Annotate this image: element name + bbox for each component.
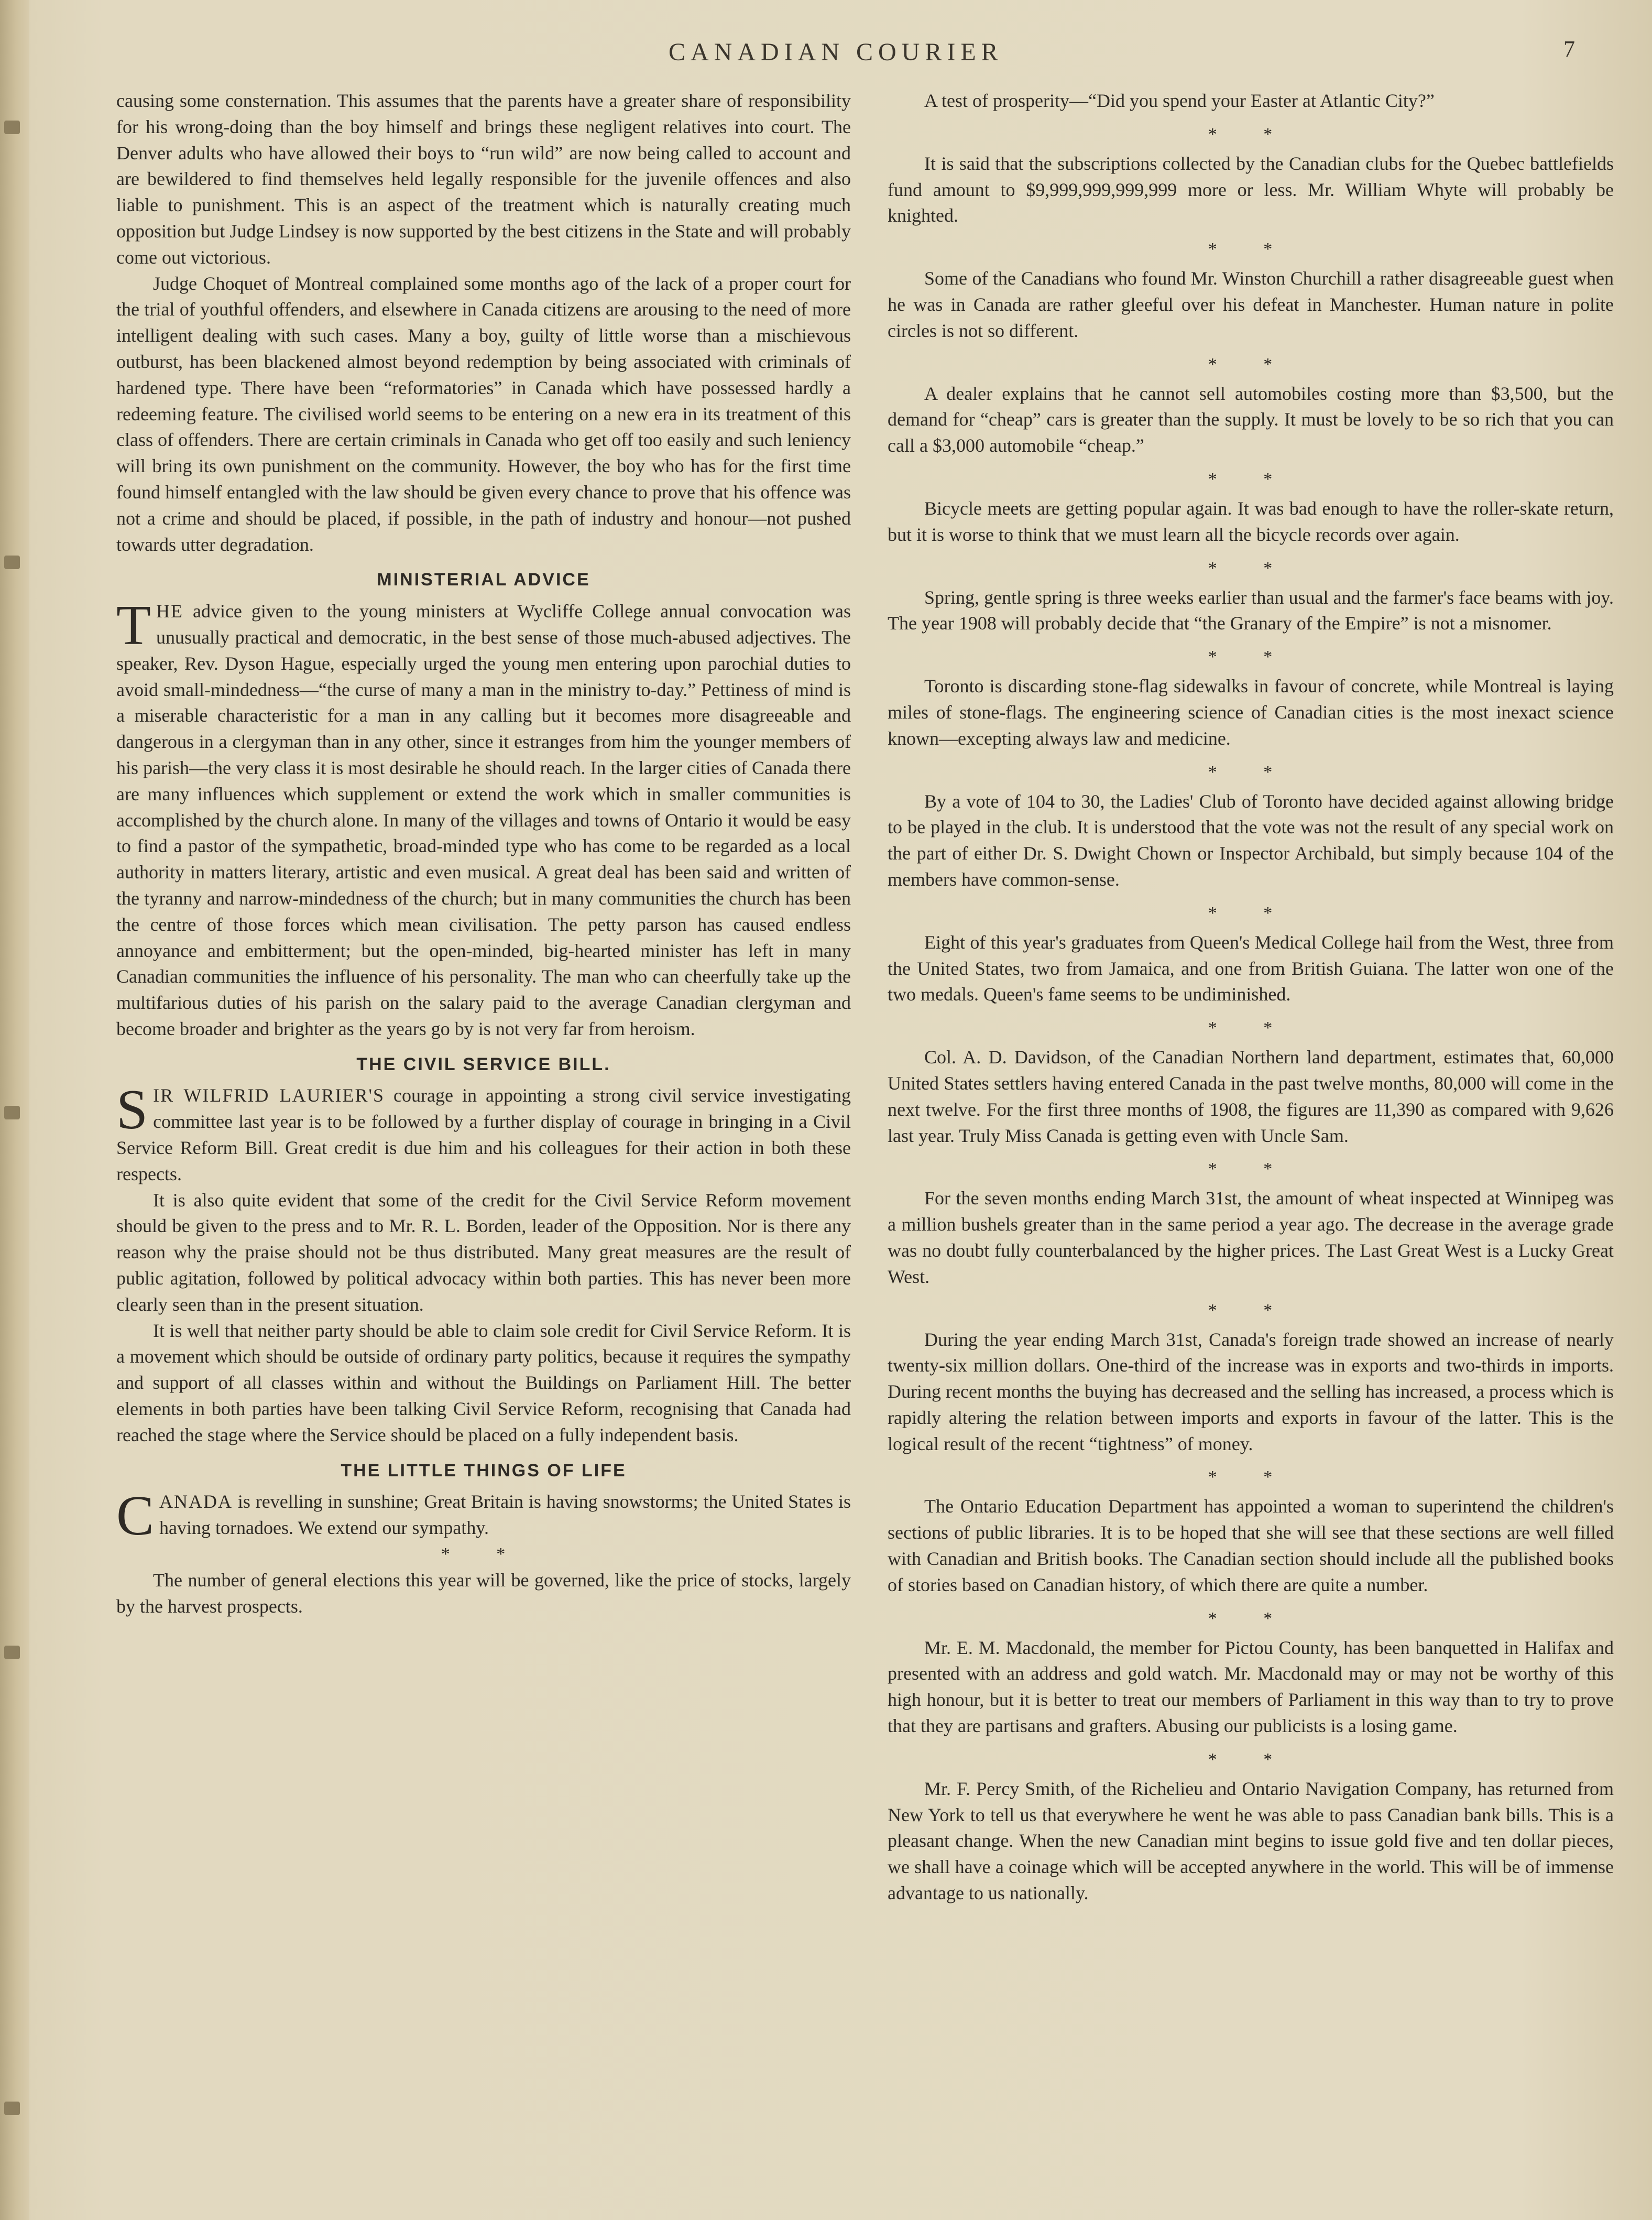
separator-stars: * *: [1208, 903, 1294, 923]
news-item: During the year ending March 31st, Canada's foreign trade showed an increase of nearly twenty-six million dollars. One-third of the increase was in exports and two-thirds in imports. During recent months the buying has decreased and the selling has increased, a process which is rapidly altering the relation between imports and exports in favour of the latter. This is the logical result of the recent “tightness” of money.: [888, 1329, 1614, 1454]
news-item: A dealer explains that he cannot sell automobiles costing more than $3,500, but the demand for “cheap” cars is greater than the supply. It must be lovely to be so rich that you can call a $3,000 automobile “cheap.”: [888, 383, 1614, 456]
section-heading-ministerial: MINISTERIAL ADVICE: [377, 570, 590, 590]
page-header: [0, 38, 1652, 69]
drop-cap: S: [116, 1079, 148, 1141]
separator-stars: * *: [1208, 1467, 1294, 1487]
separator-stars: * *: [1208, 762, 1294, 782]
news-item: Col. A. D. Davidson, of the Canadian Northern land department, estimates that, 60,000 United States settlers having entered Canada in the past twelve months, 80,000 will come in the next twelve. For the first three months of 1908, the figures are 11,390 as compared with 9,626 last year. Truly Miss Canada is getting even with Uncle Sam.: [888, 1047, 1614, 1146]
binding-tab: [4, 556, 20, 569]
binding-tab: [4, 2102, 20, 2115]
binding-tab: [4, 1646, 20, 1659]
article-paragraph: It is well that neither party should be able to claim sole credit for Civil Service Reform. It is a movement which should be outside of ordinary party politics, because it requires the sympathy and support of all classes within and without the Buildings on Parliament Hill. The better elements in both parties have been talking Civil Service Reform, recognising that Canada had reached the stage where the Service should be placed on a fully independent basis.: [116, 1320, 851, 1445]
separator-stars: * *: [1208, 1608, 1294, 1628]
article-paragraph: It is also quite evident that some of the credit for the Civil Service Reform movement should be given to the press and to Mr. R. L. Borden, leader of the Opposition. Nor is there any reason why the praise should not be thus distributed. Many great measures are the result of public agitation, followed by political advocacy within both parties. This has never been more clearly seen than in the present situation.: [116, 1189, 851, 1315]
news-item: Some of the Canadians who found Mr. Winston Churchill a rather disagreeable guest when he was in Canada are rather gleeful over his defeat in Manchester. Human nature in polite circles is not so different.: [888, 268, 1614, 341]
separator-stars: * *: [1208, 1018, 1294, 1038]
separator-stars: * *: [1208, 1159, 1294, 1179]
section-heading-little-things: THE LITTLE THINGS OF LIFE: [341, 1460, 627, 1481]
drop-cap: C: [116, 1485, 155, 1548]
separator-stars: * *: [1208, 469, 1294, 489]
right-column: [888, 88, 1614, 1919]
paragraph-text: courage in appointing a strong civil service investigating committee last year is to be followed by a further display of courage in bringing in a Civil Service Reform Bill. Great credit is due him and his colleagues for their action in both these respects.: [116, 1085, 851, 1184]
separator-stars: * *: [1208, 240, 1294, 259]
separator-stars: * *: [1208, 647, 1294, 667]
separator-stars: * *: [1208, 354, 1294, 374]
separator-stars: * *: [1208, 1300, 1294, 1320]
paragraph-text: is revelling in sunshine; Great Britain is having snowstorms; the United States is having tornadoes. We extend our sympathy.: [159, 1491, 851, 1539]
separator-stars: * *: [1208, 124, 1294, 144]
page-number: 7: [1563, 36, 1575, 62]
lead-in: IR WILFRID LAURIER'S: [153, 1085, 385, 1106]
news-item: Bicycle meets are getting popular again. It was bad enough to have the roller-skate return, but it is worse to think that we must learn all the bicycle records over again.: [888, 497, 1614, 545]
binding-tab: [4, 1106, 20, 1119]
lead-in: ANADA: [159, 1491, 233, 1512]
news-item: By a vote of 104 to 30, the Ladies' Club of Toronto have decided against allowing bridge to be played in the club. It is understood that the vote was not the result of any special work on the part of either Dr. S. Dwight Chown or Inspector Archibald, but simply because 104 of the members have common-sense.: [888, 790, 1614, 890]
news-item: Mr. E. M. Macdonald, the member for Pictou County, has been banquetted in Halifax and presented with an address and gold watch. Mr. Macdonald may or may not be worthy of this high honour, but it is better to treat our members of Parliament in this way than to try to prove that they are partisans and grafters. Abusing our publicists is a losing game.: [888, 1637, 1614, 1737]
article-paragraph: [116, 1485, 851, 1548]
running-head: CANADIAN COURIER: [669, 38, 1003, 66]
paragraph-text: advice given to the young ministers at Wycliffe College annual convocation was unusually practical and democratic, in the best sense of those much-abused adjectives. The speaker, Rev. Dyson Hague, especially urged the young men entering upon parochial duties to avoid small-mindedness—“the curse of many a man in the ministry to-day.” Pettiness of mind is a miserable characteristic for a man in any calling but it becomes more disagreeable and dangerous in a clergyman than in any other, since it estranges from him the younger members of his parish—the very class it is most desirable he should reach. In the larger cities of Canada there are many influences which supplement or extend the work which in smaller communities is accomplished by the church alone. In many of the villages and towns of Ontario it would be easy to find a pastor of the sympathetic, broad-minded type who has come to be regarded as a local authority in matters literary, artistic and even musical. A great deal has been said and written of the tyranny and narrow-mindedness of the church; but in many communities the church has been the centre of those forces which mean civilisation. The petty parson has caused endless annoyance and embitterment; but the open-minded, big-hearted minister has left in many Canadian communities the influence of his personality. The man who can cheerfully take up the multifarious duties of his parish on the salary paid to the average Canadian clergyman and become broader and brighter as the years go by is not very far from heroism.: [116, 601, 851, 1039]
binding-tab: [4, 121, 20, 134]
news-item: For the seven months ending March 31st, the amount of wheat inspected at Winnipeg was a million bushels greater than in the same period a year ago. The decrease in the average grade was no doubt fully counterbalanced by the higher prices. The Last Great West is a Lucky Great West.: [888, 1188, 1614, 1287]
separator-stars: * *: [1208, 1749, 1294, 1769]
news-item: It is said that the subscriptions collected by the Canadian clubs for the Quebec battlefields fund amount to $9,999,999,999,999 more or less. Mr. William Whyte will probably be knighted.: [888, 153, 1614, 226]
news-item: Eight of this year's graduates from Queen's Medical College hail from the West, three from the United States, two from Jamaica, and one from British Guiana. The latter won one of the two medals. Queen's fame seems to be undiminished.: [888, 931, 1614, 1005]
drop-cap: T: [116, 594, 151, 657]
news-item: The Ontario Education Department has appointed a woman to superintend the children's sections of public libraries. It is to be hoped that she will see that these sections are well filled with Canadian and British books. The Canadian section should include all the published books of stories based on Canadian history, of which there are quite a number.: [888, 1496, 1614, 1595]
article-paragraph: The number of general elections this year will be governed, like the price of stocks, largely by the harvest prospects.: [116, 1570, 851, 1617]
article-paragraph: causing some consternation. This assumes that the parents have a greater share of responsibility for his wrong-doing than the boy himself and brings these negligent relatives into court. The Denver adults who have allowed their boys to “run wild” are now being called to account and are bewildered to find themselves held legally responsible for the juvenile offences and also liable to punishment. This is an aspect of the treatment which is naturally creating much opposition but Judge Lindsey is now supported by the best citizens in the State and will probably come out victorious.: [116, 90, 851, 268]
news-item: Mr. F. Percy Smith, of the Richelieu and Ontario Navigation Company, has returned from New York to tell us that everywhere he went he was able to pass Canadian bank bills. This is a pleasant change. When the new Canadian mint begins to issue gold five and ten dollar pieces, we shall have a coinage which will be accepted anywhere in the world. This will be of immense advantage to us nationally.: [888, 1778, 1614, 1904]
left-column: [116, 88, 851, 1620]
article-paragraph: [116, 1079, 851, 1187]
news-item: Spring, gentle spring is three weeks earlier than usual and the farmer's face beams with joy. The year 1908 will probably decide that “the Granary of the Empire” is not a misnomer.: [888, 586, 1614, 634]
separator-stars: * *: [1208, 558, 1294, 578]
news-item: A test of prosperity—“Did you spend your Easter at Atlantic City?”: [924, 90, 1435, 111]
lead-in: HE: [156, 601, 183, 622]
article-paragraph: Judge Choquet of Montreal complained some months ago of the lack of a proper court for the trial of youthful offenders, and elsewhere in Canada citizens are arousing to the need of more intelligent dealing with such cases. Many a boy, guilty of little worse than a mischievous outburst, has been blackened almost beyond redemption by being associated with criminals of hardened type. There have been “reformatories” in Canada which have possessed hardly a redeeming feature. The civilised world seems to be entering on a new era in its treatment of this class of offenders. There are certain criminals in Canada who get off too easily and such leniency will bring its own punishment on the community. However, the boy who has for the first time found himself entangled with the law should be given every chance to prove that his offence was not a crime and should be placed, if possible, in the path of industry and honour—not pushed towards utter degradation.: [116, 273, 851, 555]
separator-stars: * *: [441, 1544, 527, 1564]
news-item: Toronto is discarding stone-flag sidewalks in favour of concrete, while Montreal is laying miles of stone-flags. The engineering science of Canadian cities is the most inexact science known—excepting always law and medicine.: [888, 676, 1614, 749]
page-binding-edge: [0, 0, 29, 2220]
article-paragraph: [116, 594, 851, 1042]
section-heading-civil-service: THE CIVIL SERVICE BILL.: [356, 1054, 611, 1074]
